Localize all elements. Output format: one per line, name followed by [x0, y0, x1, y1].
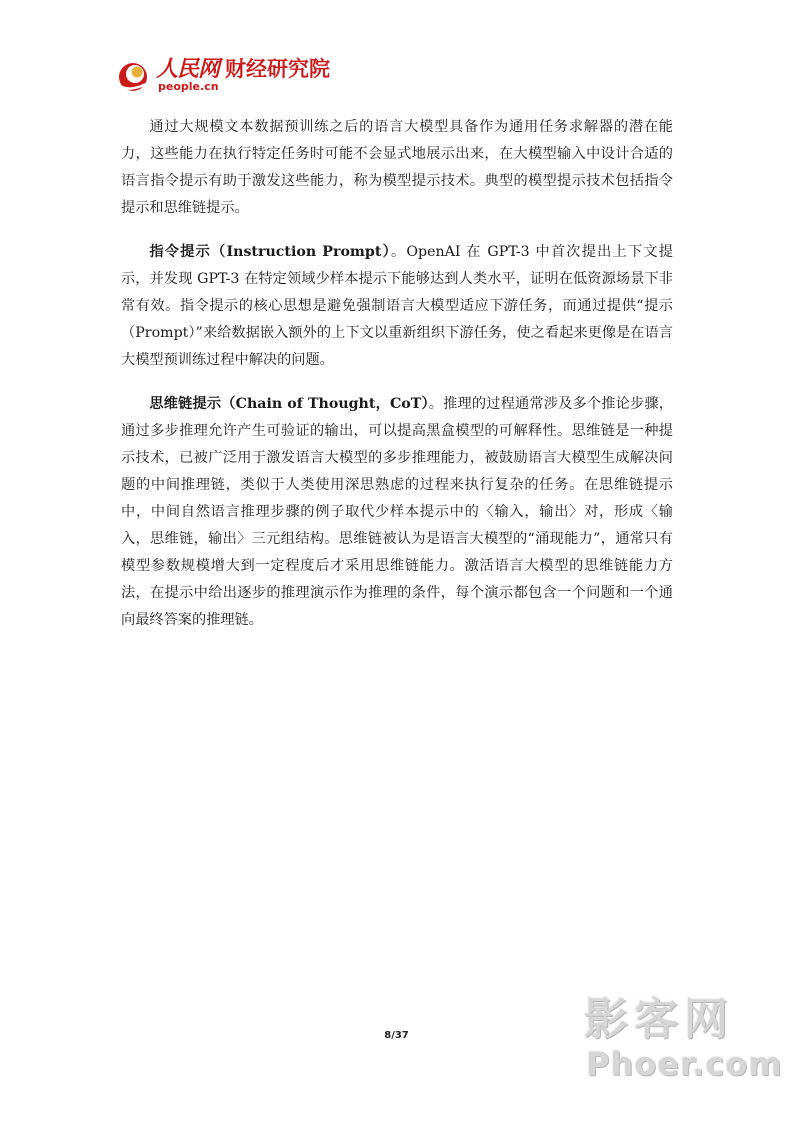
- people-logo-icon: [116, 58, 152, 94]
- watermark-cn: 影客网: [584, 994, 734, 1045]
- paragraph-text: 。推理的过程通常涉及多个推论步骤，通过多步推理允许产生可验证的输出，可以提高黑盒模型的可解释性。思维链是一种提示技术，已被广泛用于激发语言大模型的多步推理能力，被鼓励语言大模型生成解决问题的中间推理链，类似于人类使用深思熟虑的过程来执行复杂的任务。在思维链提示中，中间自然语言推理步骤的例子取代少样本提示中的〈输入，输出〉对，形成〈输入，思维链，输出〉三元组结构。思维链被认为是语言大模型的“涌现能力”，通常只有模型参数规模增大到一定程度后才采用思维链能力。激活语言大模型的思维链能力方法，在提示中给出逐步的推理演示作为推理的条件，每个演示都包含一个问题和一个通向最终答案的推理链。: [121, 396, 673, 628]
- paragraph-text: 。OpenAI 在 GPT-3 中首次提出上下文提示，并发现 GPT-3 在特定领域少样本提示下能够达到人类水平，证明在低资源场景下非常有效。指令提示的核心思想是避免强制语言大模型适应下游任务，而通过提供“提示（Prompt）”来给数据嵌入额外的上下文以重新组织下游任务，使之看起来更像是在语言大模型预训练过程中解决的问题。: [121, 244, 673, 368]
- page-header: [116, 58, 330, 98]
- brand-name: 人民网: [156, 56, 220, 82]
- brand-domain: people.cn: [158, 80, 219, 93]
- document-body: [121, 114, 673, 651]
- watermark: [584, 994, 783, 1088]
- paragraph-lead: 思维链提示（Chain of Thought，CoT）: [149, 396, 429, 412]
- watermark-en: Phoer.com: [586, 1045, 783, 1083]
- institute-name: 财经研究院: [225, 57, 331, 81]
- page-number: 8/37: [384, 1030, 409, 1041]
- paragraph-text: 通过大规模文本数据预训练之后的语言大模型具备作为通用任务求解器的潜在能力，这些能力在执行特定任务时可能不会显式地展示出来，在大模型输入中设计合适的语言指令提示有助于激发这些能力，称为模型提示技术。典型的模型提示技术包括指令提示和思维链提示。: [121, 119, 673, 216]
- paragraph-lead: 指令提示（Instruction Prompt）: [149, 244, 391, 260]
- paragraph-instruction-prompt: [121, 239, 673, 374]
- paragraph-chain-of-thought: [121, 391, 673, 634]
- paragraph-intro: [121, 114, 673, 222]
